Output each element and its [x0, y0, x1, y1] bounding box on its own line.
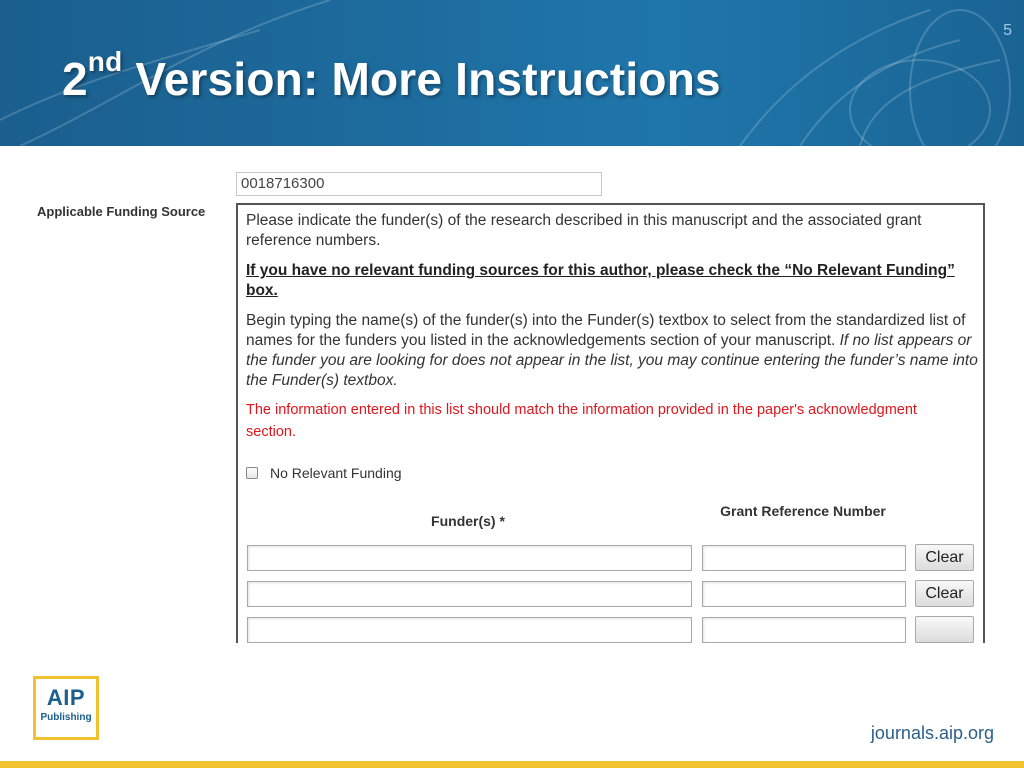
funder-column-header: Funder(s) * — [431, 513, 505, 529]
funder-input-1[interactable] — [247, 545, 692, 571]
no-funding-instruction: If you have no relevant funding sources for this author, please check the “No Relevant Funding” box. — [246, 262, 955, 299]
bottom-accent-bar — [0, 761, 1024, 768]
warning-text: The information entered in this list should match the information provided in the paper's acknowledgment section. — [246, 402, 917, 440]
intro-text: Please indicate the funder(s) of the research described in this manuscript and the associated grant reference numbers. — [246, 212, 922, 249]
title-superscript: nd — [87, 46, 123, 77]
grant-column-header: Grant Reference Number — [720, 503, 886, 519]
grant-input-1[interactable] — [702, 545, 906, 571]
slide-number: 5 — [1003, 22, 1012, 39]
previous-field-input[interactable]: 0018716300 — [236, 172, 602, 196]
funder-input-3-partial[interactable] — [247, 617, 692, 643]
funding-panel — [236, 203, 985, 643]
funder-input-2[interactable] — [247, 581, 692, 607]
logo-sub-text: Publishing — [40, 712, 92, 723]
title-banner — [0, 0, 1024, 146]
clear-button-3-partial[interactable] — [915, 616, 974, 643]
typing-instruction — [246, 311, 982, 391]
slide-title — [62, 46, 721, 106]
aip-publishing-logo — [33, 676, 99, 740]
logo-main-text: AIP — [46, 685, 86, 710]
title-number: 2 — [62, 53, 88, 105]
grant-input-2[interactable] — [702, 581, 906, 607]
clear-button-1[interactable]: Clear — [915, 544, 974, 571]
typing-instruction-plain: Begin typing the name(s) of the funder(s) into the Funder(s) textbox to select from the standardized list of names for the funders you listed in the acknowledgements section of your manuscript. — [246, 312, 966, 349]
form-screenshot — [22, 175, 990, 616]
applicable-funding-source-label: Applicable Funding Source — [37, 204, 206, 219]
clear-button-2[interactable]: Clear — [915, 580, 974, 607]
no-relevant-funding-checkbox[interactable] — [246, 467, 258, 479]
grant-input-3-partial[interactable] — [702, 617, 906, 643]
typing-instruction-italic: If no list appears or the funder you are looking for does not appear in the list, you may continue entering the funder’s name into the Funder(s) textbox. — [246, 332, 978, 389]
site-url: journals.aip.org — [870, 723, 994, 743]
no-relevant-funding-label: No Relevant Funding — [270, 465, 402, 481]
no-relevant-funding-row — [246, 465, 402, 481]
title-text: Version: More Instructions — [122, 53, 721, 105]
